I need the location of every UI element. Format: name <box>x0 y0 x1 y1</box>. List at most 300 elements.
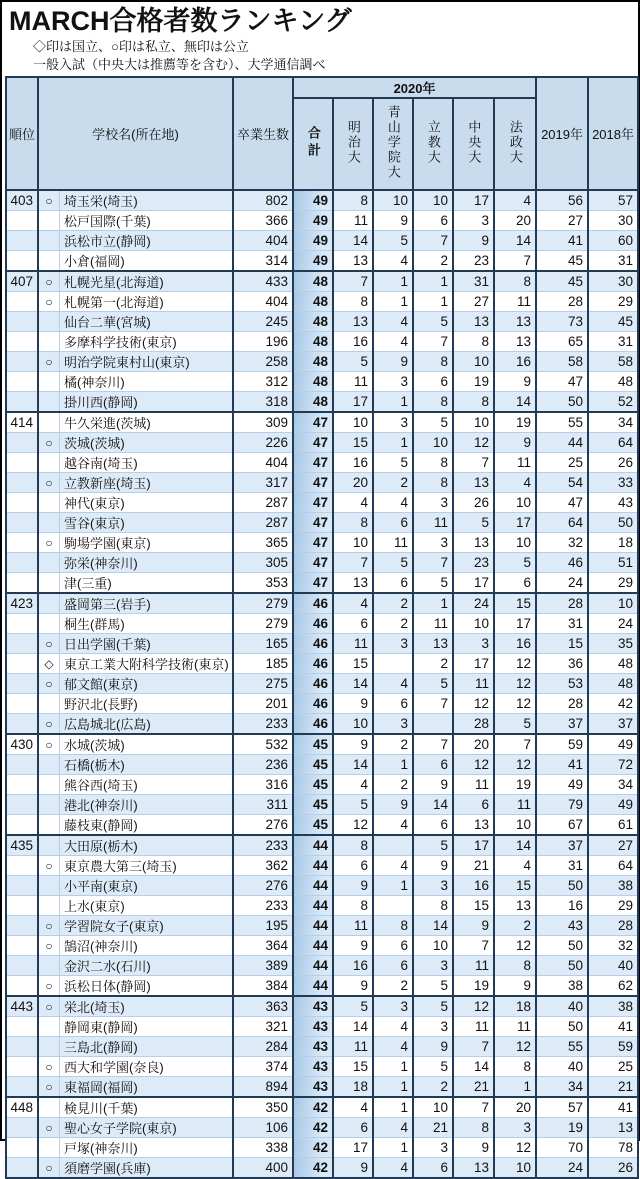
rikkyo-cell: 10 <box>413 936 453 956</box>
school-cell <box>38 332 233 352</box>
y2019-cell: 19 <box>536 1118 588 1138</box>
school-cell-inner <box>39 1037 232 1056</box>
graduates-cell: 284 <box>233 1037 293 1057</box>
school-type-mark: ○ <box>39 916 60 935</box>
school-type-mark <box>39 876 60 895</box>
school-name: 盛岡第三(岩手) <box>64 597 151 612</box>
meiji-cell: 20 <box>333 473 373 493</box>
rank-cell: 448 <box>6 1097 38 1118</box>
y2019-cell: 47 <box>536 493 588 513</box>
meiji-cell: 17 <box>333 392 373 413</box>
chuo-cell: 12 <box>453 996 494 1017</box>
meiji-cell: 9 <box>333 876 373 896</box>
aoyama-cell: 4 <box>373 856 413 876</box>
total-2020-cell: 44 <box>293 896 333 916</box>
school-cell-inner <box>39 1057 232 1076</box>
school-cell-inner <box>39 714 232 733</box>
graduates-cell: 201 <box>233 694 293 714</box>
school-cell-inner <box>39 533 232 552</box>
aoyama-cell: 6 <box>373 573 413 594</box>
y2018-cell: 57 <box>588 190 638 211</box>
aoyama-cell: 1 <box>373 876 413 896</box>
hosei-cell: 13 <box>494 332 536 352</box>
school-cell-inner <box>39 1138 232 1157</box>
graduates-cell: 802 <box>233 190 293 211</box>
total-2020-cell: 42 <box>293 1138 333 1158</box>
rank-cell <box>6 513 38 533</box>
chuo-cell: 26 <box>453 493 494 513</box>
hosei-cell: 11 <box>494 453 536 473</box>
rank-cell <box>6 553 38 573</box>
meiji-cell: 10 <box>333 533 373 553</box>
graduates-cell: 226 <box>233 433 293 453</box>
y2019-cell: 28 <box>536 694 588 714</box>
y2019-cell: 34 <box>536 1077 588 1098</box>
y2019-cell: 41 <box>536 755 588 775</box>
y2019-cell: 44 <box>536 433 588 453</box>
chuo-cell: 3 <box>453 211 494 231</box>
meiji-cell: 5 <box>333 352 373 372</box>
aoyama-cell: 1 <box>373 433 413 453</box>
total-2020-cell: 45 <box>293 734 333 755</box>
school-name: 須磨学園(兵庫) <box>64 1161 151 1176</box>
rikkyo-cell: 10 <box>413 433 453 453</box>
graduates-cell: 196 <box>233 332 293 352</box>
chuo-cell: 8 <box>453 332 494 352</box>
rikkyo-cell: 3 <box>413 1138 453 1158</box>
rank-cell <box>6 433 38 453</box>
rikkyo-cell: 5 <box>413 996 453 1017</box>
school-type-mark <box>39 815 60 834</box>
school-cell-inner <box>39 795 232 814</box>
hosei-cell: 9 <box>494 433 536 453</box>
y2019-cell: 16 <box>536 896 588 916</box>
y2019-cell: 45 <box>536 251 588 272</box>
meiji-cell: 7 <box>333 553 373 573</box>
meiji-cell: 11 <box>333 372 373 392</box>
rank-cell <box>6 1158 38 1179</box>
header-rikkyo-label: 立教大 <box>425 120 441 165</box>
school-cell <box>38 1017 233 1037</box>
school-cell <box>38 956 233 976</box>
rikkyo-cell: 7 <box>413 553 453 573</box>
table-row <box>6 332 638 352</box>
school-cell <box>38 876 233 896</box>
graduates-cell: 318 <box>233 392 293 413</box>
table-row <box>6 593 638 614</box>
rank-cell <box>6 795 38 815</box>
table-row <box>6 433 638 453</box>
hosei-cell: 7 <box>494 734 536 755</box>
header-total-label: 合計 <box>305 125 321 160</box>
rank-cell <box>6 473 38 493</box>
school-type-mark: ○ <box>39 1057 60 1076</box>
hosei-cell: 15 <box>494 876 536 896</box>
legend-note-school-type: ◇印は国立、○印は私立、無印は公立 <box>33 39 249 54</box>
y2019-cell: 50 <box>536 876 588 896</box>
school-name: 小平南(東京) <box>64 879 138 894</box>
rank-cell <box>6 815 38 836</box>
table-row <box>6 493 638 513</box>
hosei-cell: 14 <box>494 392 536 413</box>
y2019-cell: 47 <box>536 372 588 392</box>
table-row <box>6 835 638 856</box>
hosei-cell: 8 <box>494 271 536 292</box>
chuo-cell: 20 <box>453 734 494 755</box>
graduates-cell: 404 <box>233 453 293 473</box>
hosei-cell: 16 <box>494 634 536 654</box>
aoyama-cell: 4 <box>373 493 413 513</box>
school-cell-inner <box>39 191 232 210</box>
school-cell-inner <box>39 1098 232 1117</box>
aoyama-cell: 9 <box>373 795 413 815</box>
y2019-cell: 50 <box>536 1017 588 1037</box>
rikkyo-cell: 2 <box>413 251 453 272</box>
chuo-cell: 21 <box>453 856 494 876</box>
y2019-cell: 57 <box>536 1097 588 1118</box>
aoyama-cell: 4 <box>373 674 413 694</box>
table-row <box>6 573 638 594</box>
school-cell-inner <box>39 453 232 472</box>
y2018-cell: 48 <box>588 674 638 694</box>
rikkyo-cell: 5 <box>413 312 453 332</box>
y2019-cell: 37 <box>536 714 588 735</box>
total-2020-cell: 43 <box>293 1037 333 1057</box>
school-name: 東福岡(福岡) <box>64 1080 138 1095</box>
table-row <box>6 734 638 755</box>
y2019-cell: 15 <box>536 634 588 654</box>
y2019-cell: 70 <box>536 1138 588 1158</box>
graduates-cell: 365 <box>233 533 293 553</box>
y2018-cell: 25 <box>588 1057 638 1077</box>
school-type-mark <box>39 392 60 411</box>
aoyama-cell: 4 <box>373 312 413 332</box>
header-2018: 2018年 <box>588 77 638 190</box>
y2019-cell: 32 <box>536 533 588 553</box>
table-row <box>6 936 638 956</box>
chuo-cell: 7 <box>453 453 494 473</box>
school-cell-inner <box>39 473 232 492</box>
y2019-cell: 45 <box>536 271 588 292</box>
hosei-cell: 11 <box>494 292 536 312</box>
school-name: 掛川西(静岡) <box>64 395 138 410</box>
school-name: 大田原(栃木) <box>64 839 138 854</box>
rank-cell <box>6 876 38 896</box>
hosei-cell: 5 <box>494 714 536 735</box>
rikkyo-cell: 5 <box>413 412 453 433</box>
aoyama-cell: 5 <box>373 453 413 473</box>
school-type-mark <box>39 573 60 592</box>
school-name: 越谷南(埼玉) <box>64 456 138 471</box>
school-cell-inner <box>39 1118 232 1137</box>
hosei-cell: 11 <box>494 1017 536 1037</box>
total-2020-cell: 43 <box>293 1017 333 1037</box>
school-cell <box>38 251 233 272</box>
chuo-cell: 12 <box>453 433 494 453</box>
y2018-cell: 29 <box>588 292 638 312</box>
y2019-cell: 24 <box>536 1158 588 1179</box>
rikkyo-cell: 11 <box>413 513 453 533</box>
table-row <box>6 372 638 392</box>
rikkyo-cell: 21 <box>413 1118 453 1138</box>
meiji-cell: 7 <box>333 271 373 292</box>
school-name: 仙台二華(宮城) <box>64 315 151 330</box>
school-cell <box>38 190 233 211</box>
school-type-mark: ○ <box>39 634 60 653</box>
table-row <box>6 1037 638 1057</box>
y2019-cell: 73 <box>536 312 588 332</box>
school-name: 浜松日体(静岡) <box>64 979 151 994</box>
table-row <box>6 674 638 694</box>
y2019-cell: 64 <box>536 513 588 533</box>
school-name: 駒場学園(東京) <box>64 536 151 551</box>
rank-cell <box>6 231 38 251</box>
school-type-mark: ○ <box>39 352 60 371</box>
graduates-cell: 384 <box>233 976 293 997</box>
school-cell <box>38 996 233 1017</box>
rank-cell <box>6 714 38 735</box>
school-type-mark <box>39 956 60 975</box>
total-2020-cell: 48 <box>293 312 333 332</box>
school-name: 牛久栄進(茨城) <box>64 416 151 431</box>
school-cell-inner <box>39 573 232 592</box>
hosei-cell: 4 <box>494 473 536 493</box>
meiji-cell: 9 <box>333 936 373 956</box>
school-name: 津(三重) <box>64 576 112 591</box>
rank-cell <box>6 614 38 634</box>
hosei-cell: 19 <box>494 412 536 433</box>
aoyama-cell: 6 <box>373 956 413 976</box>
total-2020-cell: 43 <box>293 1057 333 1077</box>
school-cell <box>38 473 233 493</box>
chuo-cell: 8 <box>453 1118 494 1138</box>
y2018-cell: 59 <box>588 1037 638 1057</box>
header-chuo-label: 中央大 <box>466 120 482 165</box>
meiji-cell: 18 <box>333 1077 373 1098</box>
school-type-mark <box>39 836 60 855</box>
school-cell <box>38 493 233 513</box>
meiji-cell: 11 <box>333 211 373 231</box>
aoyama-cell: 2 <box>373 593 413 614</box>
hosei-cell: 20 <box>494 1097 536 1118</box>
chuo-cell: 13 <box>453 815 494 836</box>
aoyama-cell: 3 <box>373 372 413 392</box>
school-cell <box>38 453 233 473</box>
total-2020-cell: 44 <box>293 956 333 976</box>
meiji-cell: 9 <box>333 734 373 755</box>
meiji-cell: 13 <box>333 312 373 332</box>
header-hosei-label: 法政大 <box>507 120 523 165</box>
y2018-cell: 42 <box>588 694 638 714</box>
school-type-mark: ○ <box>39 1118 60 1137</box>
rikkyo-cell: 7 <box>413 332 453 352</box>
school-name: 札幌光星(北海道) <box>64 275 164 290</box>
school-cell <box>38 795 233 815</box>
header-chuo <box>453 98 494 190</box>
total-2020-cell: 49 <box>293 251 333 272</box>
graduates-cell: 350 <box>233 1097 293 1118</box>
school-type-mark <box>39 513 60 532</box>
rikkyo-cell: 8 <box>413 352 453 372</box>
school-type-mark <box>39 312 60 331</box>
school-name: 日出学園(千葉) <box>64 637 151 652</box>
total-2020-cell: 44 <box>293 936 333 956</box>
table-row <box>6 513 638 533</box>
chuo-cell: 17 <box>453 190 494 211</box>
chuo-cell: 23 <box>453 553 494 573</box>
meiji-cell: 8 <box>333 292 373 312</box>
rikkyo-cell: 3 <box>413 493 453 513</box>
chuo-cell: 6 <box>453 795 494 815</box>
chuo-cell: 17 <box>453 835 494 856</box>
total-2020-cell: 45 <box>293 815 333 836</box>
y2019-cell: 53 <box>536 674 588 694</box>
rikkyo-cell: 7 <box>413 734 453 755</box>
total-2020-cell: 46 <box>293 674 333 694</box>
y2018-cell: 48 <box>588 654 638 674</box>
table-row <box>6 956 638 976</box>
table-row <box>6 211 638 231</box>
table-row <box>6 714 638 735</box>
school-name: 聖心女子学院(東京) <box>64 1121 177 1136</box>
hosei-cell: 3 <box>494 1118 536 1138</box>
y2018-cell: 34 <box>588 775 638 795</box>
table-row <box>6 1077 638 1098</box>
chuo-cell: 19 <box>453 976 494 997</box>
total-2020-cell: 47 <box>293 513 333 533</box>
chuo-cell: 9 <box>453 1138 494 1158</box>
chuo-cell: 13 <box>453 312 494 332</box>
rank-cell <box>6 856 38 876</box>
school-type-mark <box>39 614 60 633</box>
rank-cell <box>6 372 38 392</box>
header-school: 学校名(所在地) <box>38 77 233 190</box>
graduates-cell: 433 <box>233 271 293 292</box>
school-cell <box>38 734 233 755</box>
header-rikkyo <box>413 98 453 190</box>
school-cell-inner <box>39 251 232 270</box>
school-type-mark: ○ <box>39 533 60 552</box>
total-2020-cell: 47 <box>293 573 333 594</box>
table-row <box>6 996 638 1017</box>
school-cell <box>38 573 233 594</box>
school-name: 三島北(静岡) <box>64 1040 138 1055</box>
table-row <box>6 533 638 553</box>
chuo-cell: 17 <box>453 573 494 594</box>
meiji-cell: 8 <box>333 896 373 916</box>
y2018-cell: 49 <box>588 734 638 755</box>
legend-notes <box>33 38 636 73</box>
school-cell <box>38 775 233 795</box>
rikkyo-cell: 2 <box>413 1077 453 1098</box>
aoyama-cell <box>373 896 413 916</box>
chuo-cell: 31 <box>453 271 494 292</box>
hosei-cell: 4 <box>494 856 536 876</box>
chuo-cell: 3 <box>453 634 494 654</box>
total-2020-cell: 49 <box>293 231 333 251</box>
rikkyo-cell: 6 <box>413 755 453 775</box>
rikkyo-cell: 1 <box>413 271 453 292</box>
meiji-cell: 4 <box>333 775 373 795</box>
school-cell <box>38 533 233 553</box>
hosei-cell: 12 <box>494 936 536 956</box>
school-cell-inner <box>39 372 232 391</box>
total-2020-cell: 47 <box>293 553 333 573</box>
school-cell <box>38 835 233 856</box>
meiji-cell: 15 <box>333 1057 373 1077</box>
table-row <box>6 1118 638 1138</box>
total-2020-cell: 46 <box>293 593 333 614</box>
school-type-mark: ○ <box>39 292 60 311</box>
table-row <box>6 312 638 332</box>
hosei-cell: 17 <box>494 513 536 533</box>
graduates-cell: 287 <box>233 493 293 513</box>
y2018-cell: 45 <box>588 312 638 332</box>
aoyama-cell: 4 <box>373 815 413 836</box>
meiji-cell: 8 <box>333 190 373 211</box>
total-2020-cell: 47 <box>293 433 333 453</box>
school-name: 東京農大第三(埼玉) <box>64 859 177 874</box>
table-row <box>6 1057 638 1077</box>
y2018-cell: 51 <box>588 553 638 573</box>
chuo-cell: 13 <box>453 1158 494 1179</box>
meiji-cell: 8 <box>333 513 373 533</box>
school-cell <box>38 231 233 251</box>
school-name: 桐生(群馬) <box>64 617 125 632</box>
school-name: 浜松市立(静岡) <box>64 234 151 249</box>
y2018-cell: 41 <box>588 1097 638 1118</box>
graduates-cell: 338 <box>233 1138 293 1158</box>
meiji-cell: 13 <box>333 573 373 594</box>
chuo-cell: 19 <box>453 372 494 392</box>
hosei-cell: 12 <box>494 654 536 674</box>
table-row <box>6 1138 638 1158</box>
graduates-cell: 275 <box>233 674 293 694</box>
aoyama-cell: 11 <box>373 533 413 553</box>
y2018-cell: 30 <box>588 211 638 231</box>
header-2019: 2019年 <box>536 77 588 190</box>
total-2020-cell: 48 <box>293 392 333 413</box>
table-row <box>6 1158 638 1179</box>
graduates-cell: 312 <box>233 372 293 392</box>
table-row <box>6 251 638 272</box>
table-row <box>6 271 638 292</box>
rank-cell <box>6 312 38 332</box>
school-cell <box>38 593 233 614</box>
school-type-mark: ○ <box>39 735 60 754</box>
rank-cell: 403 <box>6 190 38 211</box>
header-total <box>293 98 333 190</box>
y2018-cell: 61 <box>588 815 638 836</box>
rikkyo-cell <box>413 714 453 735</box>
total-2020-cell: 47 <box>293 412 333 433</box>
school-name: 学習院女子(東京) <box>64 919 164 934</box>
school-cell <box>38 674 233 694</box>
graduates-cell: 195 <box>233 916 293 936</box>
graduates-cell: 894 <box>233 1077 293 1098</box>
rikkyo-cell: 8 <box>413 453 453 473</box>
graduates-cell: 317 <box>233 473 293 493</box>
table-row <box>6 775 638 795</box>
rank-cell <box>6 976 38 997</box>
table-row <box>6 1017 638 1037</box>
chuo-cell: 28 <box>453 714 494 735</box>
graduates-cell: 366 <box>233 211 293 231</box>
graduates-cell: 316 <box>233 775 293 795</box>
y2018-cell: 38 <box>588 996 638 1017</box>
y2018-cell: 29 <box>588 573 638 594</box>
graduates-cell: 233 <box>233 714 293 735</box>
